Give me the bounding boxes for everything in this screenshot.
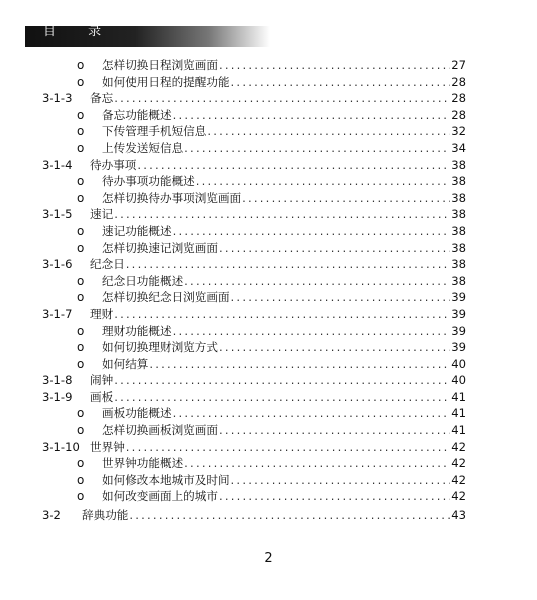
toc-entry-label bbox=[90, 157, 466, 174]
dot-leader bbox=[114, 389, 450, 406]
toc-page-number: 39 bbox=[451, 290, 466, 305]
dot-leader bbox=[219, 488, 450, 505]
dot-leader bbox=[242, 190, 450, 207]
toc-subentry[interactable] bbox=[0, 405, 537, 422]
dot-leader bbox=[219, 339, 450, 356]
toc-entry-label bbox=[102, 472, 466, 489]
toc-section-number: 3-2 bbox=[42, 508, 61, 523]
dot-leader bbox=[184, 273, 450, 290]
dot-leader bbox=[219, 57, 450, 74]
bullet-icon: o bbox=[77, 406, 85, 421]
toc-entry-label bbox=[90, 439, 466, 456]
toc-page-number: 28 bbox=[451, 107, 466, 122]
toc-entry-title: 怎样切换待办事项浏览画面 bbox=[102, 190, 242, 205]
bullet-icon: o bbox=[77, 74, 85, 89]
dot-leader bbox=[114, 90, 450, 107]
dot-leader bbox=[184, 140, 450, 157]
toc-page-number: 38 bbox=[451, 257, 466, 272]
toc-entry-label bbox=[102, 422, 466, 439]
toc-entry-title: 速记功能概述 bbox=[102, 223, 172, 238]
dot-leader bbox=[219, 240, 450, 257]
toc-page-number: 38 bbox=[451, 157, 466, 172]
dot-leader bbox=[184, 455, 450, 472]
toc-entry-title: 如何结算 bbox=[102, 356, 149, 371]
dot-leader bbox=[207, 123, 450, 140]
toc-entry-label bbox=[102, 356, 466, 373]
toc-entry-label bbox=[102, 273, 466, 290]
toc-subentry[interactable] bbox=[0, 123, 537, 140]
bullet-icon: o bbox=[77, 489, 85, 504]
toc-page-number: 34 bbox=[451, 140, 466, 155]
toc-entry-label bbox=[102, 123, 466, 140]
toc-subentry[interactable] bbox=[0, 488, 537, 505]
bullet-icon: o bbox=[77, 140, 85, 155]
toc-entry-title: 怎样切换速记浏览画面 bbox=[102, 240, 218, 255]
bullet-icon: o bbox=[77, 423, 85, 438]
dot-leader bbox=[231, 74, 451, 91]
toc-subentry[interactable] bbox=[0, 455, 537, 472]
bullet-icon: o bbox=[77, 323, 85, 338]
toc-entry-label bbox=[90, 206, 466, 223]
toc-entry-title: 理财 bbox=[90, 306, 114, 321]
toc-page-number: 38 bbox=[451, 190, 466, 205]
toc-subentry[interactable] bbox=[0, 190, 537, 207]
toc-page-number: 41 bbox=[451, 406, 466, 421]
toc-entry-label bbox=[102, 455, 466, 472]
toc-entry-title: 待办事项功能概述 bbox=[102, 174, 195, 189]
dot-leader bbox=[173, 405, 451, 422]
toc-entry-title: 待办事项 bbox=[90, 157, 137, 172]
page-number: 2 bbox=[264, 551, 273, 566]
toc-subentry[interactable] bbox=[0, 107, 537, 124]
toc-section-entry[interactable] bbox=[0, 90, 537, 107]
toc-subentry[interactable] bbox=[0, 57, 537, 74]
toc-section-number: 3-1-10 bbox=[42, 439, 80, 454]
toc-section-number: 3-1-7 bbox=[42, 306, 73, 321]
toc-entry-title: 备忘 bbox=[90, 91, 114, 106]
toc-page-number: 38 bbox=[451, 207, 466, 222]
toc-page-number: 27 bbox=[451, 58, 466, 72]
toc-page-number: 41 bbox=[451, 389, 466, 404]
toc-entry-label bbox=[82, 507, 466, 524]
toc-section-entry[interactable] bbox=[0, 206, 537, 223]
toc-page-number: 28 bbox=[451, 91, 466, 106]
toc-page-number: 42 bbox=[451, 456, 466, 471]
toc-entry-title: 如何使用日程的提醒功能 bbox=[102, 74, 230, 89]
toc-subentry[interactable] bbox=[0, 289, 537, 306]
toc-entry-title: 画板 bbox=[90, 389, 114, 404]
dot-leader bbox=[126, 439, 450, 456]
toc-entry-title: 闹钟 bbox=[90, 373, 114, 388]
bullet-icon: o bbox=[77, 174, 85, 189]
toc-entry-title: 纪念日功能概述 bbox=[102, 273, 184, 288]
dot-leader bbox=[173, 107, 451, 124]
toc-subentry[interactable] bbox=[0, 173, 537, 190]
toc-page-number: 39 bbox=[451, 306, 466, 321]
toc-section-entry[interactable] bbox=[0, 157, 537, 174]
bullet-icon: o bbox=[77, 223, 85, 238]
dot-leader bbox=[219, 422, 450, 439]
toc-section-entry[interactable] bbox=[0, 389, 537, 406]
toc-section-entry[interactable] bbox=[0, 306, 537, 323]
toc-page-number: 38 bbox=[451, 174, 466, 189]
toc-entry-label bbox=[90, 256, 466, 273]
toc-entry-label bbox=[90, 306, 466, 323]
toc-entry-label bbox=[90, 389, 466, 406]
toc-entry-title: 理财功能概述 bbox=[102, 323, 172, 338]
toc-entry-label bbox=[102, 190, 466, 207]
toc-page-number: 38 bbox=[451, 223, 466, 238]
dot-leader bbox=[126, 256, 450, 273]
toc-entry-label bbox=[102, 57, 466, 74]
toc-entry-title: 如何切换理财浏览方式 bbox=[102, 340, 218, 355]
toc-page-number: 42 bbox=[451, 489, 466, 504]
toc-page-number: 39 bbox=[451, 340, 466, 355]
toc-page-number: 40 bbox=[451, 356, 466, 371]
bullet-icon: o bbox=[77, 290, 85, 305]
toc-entry-label bbox=[102, 339, 466, 356]
toc-entry-label bbox=[90, 90, 466, 107]
bullet-icon: o bbox=[77, 472, 85, 487]
toc-entry-title: 怎样切换日程浏览画面 bbox=[102, 58, 218, 72]
table-of-contents bbox=[0, 57, 537, 524]
toc-section-number: 3-1-9 bbox=[42, 389, 73, 404]
toc-entry-title: 下传管理手机短信息 bbox=[102, 124, 207, 139]
toc-entry-title: 备忘功能概述 bbox=[102, 107, 172, 122]
dot-leader bbox=[149, 356, 450, 373]
dot-leader bbox=[114, 206, 450, 223]
toc-entry-label bbox=[102, 140, 466, 157]
dot-leader bbox=[114, 372, 450, 389]
toc-entry-label bbox=[102, 173, 466, 190]
toc-entry-label bbox=[102, 405, 466, 422]
toc-subentry[interactable] bbox=[0, 140, 537, 157]
toc-entry-title: 如何修改本地城市及时间 bbox=[102, 472, 230, 487]
bullet-icon: o bbox=[77, 240, 85, 255]
toc-entry-label bbox=[102, 223, 466, 240]
toc-subentry[interactable] bbox=[0, 422, 537, 439]
bullet-icon: o bbox=[77, 124, 85, 139]
toc-page-number: 43 bbox=[451, 508, 466, 523]
bullet-icon: o bbox=[77, 356, 85, 371]
toc-entry-title: 怎样切换画板浏览画面 bbox=[102, 423, 218, 438]
toc-section-entry[interactable] bbox=[0, 372, 537, 389]
toc-entry-title: 世界钟功能概述 bbox=[102, 456, 184, 471]
toc-entry-title: 世界钟 bbox=[90, 439, 125, 454]
toc-entry-title: 辞典功能 bbox=[82, 508, 129, 523]
bullet-icon: o bbox=[77, 273, 85, 288]
dot-leader bbox=[173, 323, 451, 340]
toc-entry-title: 纪念日 bbox=[90, 257, 125, 272]
toc-subentry[interactable] bbox=[0, 323, 537, 340]
toc-entry-label bbox=[102, 488, 466, 505]
toc-entry-label bbox=[102, 107, 466, 124]
toc-entry-title: 画板功能概述 bbox=[102, 406, 172, 421]
dot-leader bbox=[114, 306, 450, 323]
dot-leader bbox=[173, 223, 451, 240]
toc-page-number: 32 bbox=[451, 124, 466, 139]
toc-page-number: 39 bbox=[451, 323, 466, 338]
toc-entry-label bbox=[90, 372, 466, 389]
bullet-icon: o bbox=[77, 456, 85, 471]
toc-section-number: 3-1-4 bbox=[42, 157, 73, 172]
toc-page-number: 28 bbox=[451, 74, 466, 89]
toc-page-number: 38 bbox=[451, 273, 466, 288]
dot-leader bbox=[196, 173, 450, 190]
toc-heading: 目 录 bbox=[43, 24, 116, 39]
toc-page-number: 41 bbox=[451, 423, 466, 438]
toc-subentry[interactable] bbox=[0, 472, 537, 489]
toc-page-number: 42 bbox=[451, 439, 466, 454]
toc-entry-title: 如何改变画面上的城市 bbox=[102, 489, 218, 504]
toc-section-entry[interactable] bbox=[0, 507, 537, 524]
toc-page-number: 38 bbox=[451, 240, 466, 255]
toc-subentry[interactable] bbox=[0, 339, 537, 356]
toc-section-number: 3-1-6 bbox=[42, 257, 73, 272]
toc-entry-title: 速记 bbox=[90, 207, 114, 222]
dot-leader bbox=[137, 157, 450, 174]
toc-entry-label bbox=[102, 323, 466, 340]
dot-leader bbox=[129, 507, 450, 524]
dot-leader bbox=[231, 472, 451, 489]
toc-entry-label bbox=[102, 289, 466, 306]
toc-subentry[interactable] bbox=[0, 240, 537, 257]
toc-section-number: 3-1-5 bbox=[42, 207, 73, 222]
bullet-icon: o bbox=[77, 107, 85, 122]
toc-entry-title: 上传发送短信息 bbox=[102, 140, 184, 155]
dot-leader bbox=[231, 289, 451, 306]
bullet-icon: o bbox=[77, 340, 85, 355]
toc-page-number: 40 bbox=[451, 373, 466, 388]
toc-entry-label bbox=[102, 74, 466, 91]
toc-entry-label bbox=[102, 240, 466, 257]
toc-section-entry[interactable] bbox=[0, 256, 537, 273]
toc-subentry[interactable] bbox=[0, 273, 537, 290]
toc-entry-title: 怎样切换纪念日浏览画面 bbox=[102, 290, 230, 305]
bullet-icon: o bbox=[77, 58, 85, 72]
toc-section-entry[interactable] bbox=[0, 439, 537, 456]
bullet-icon: o bbox=[77, 190, 85, 205]
toc-subentry[interactable] bbox=[0, 356, 537, 373]
toc-section-number: 3-1-8 bbox=[42, 373, 73, 388]
toc-page-number: 42 bbox=[451, 472, 466, 487]
toc-subentry[interactable] bbox=[0, 223, 537, 240]
toc-subentry[interactable] bbox=[0, 74, 537, 91]
toc-section-number: 3-1-3 bbox=[42, 91, 73, 106]
